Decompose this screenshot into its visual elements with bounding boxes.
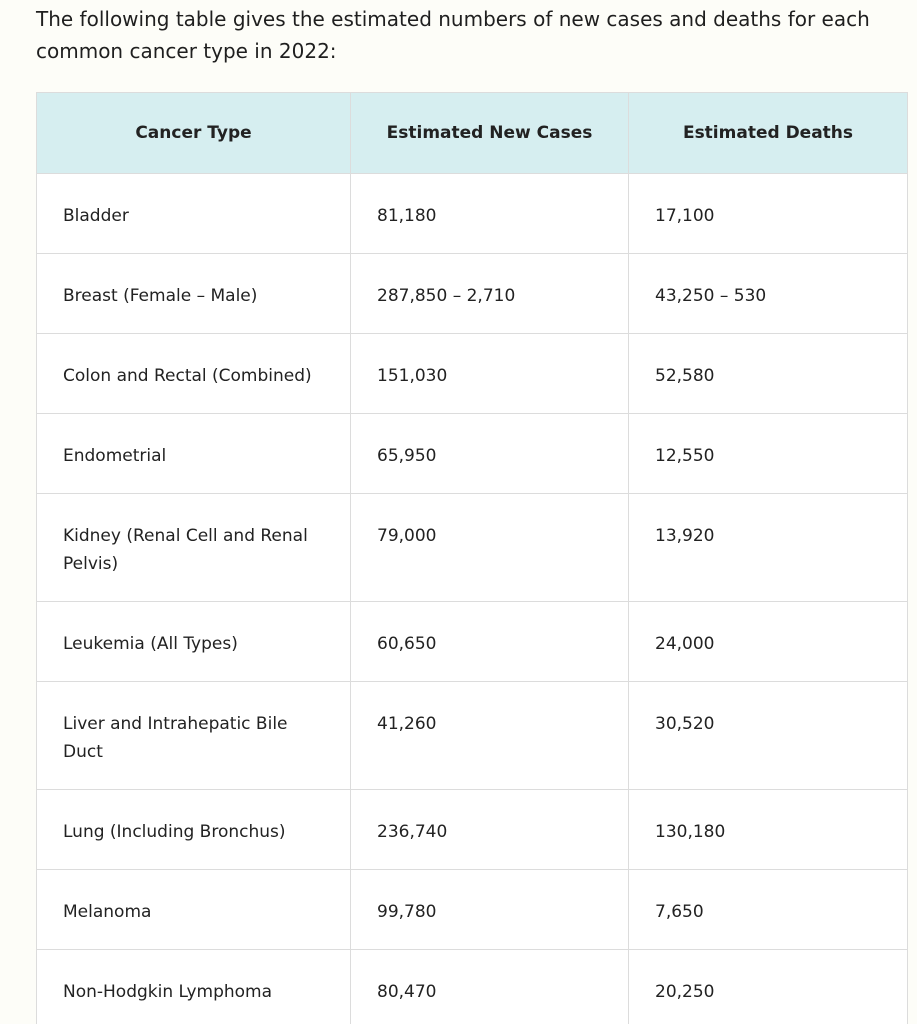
cell-deaths: 7,650 [629,870,908,950]
cell-cancer-type: Liver and Intrahepatic Bile Duct [37,682,351,790]
cell-new-cases: 81,180 [351,174,629,254]
cell-new-cases: 236,740 [351,790,629,870]
table-row [37,414,908,494]
cell-new-cases: 79,000 [351,494,629,602]
cell-deaths: 30,520 [629,682,908,790]
cell-cancer-type: Non-Hodgkin Lymphoma [37,950,351,1024]
cell-cancer-type: Endometrial [37,414,351,494]
cell-cancer-type: Colon and Rectal (Combined) [37,334,351,414]
table-row [37,790,908,870]
table-header-row [37,93,908,174]
header-estimated-deaths: Estimated Deaths [629,93,908,174]
table-row [37,870,908,950]
cell-deaths: 13,920 [629,494,908,602]
cell-deaths: 52,580 [629,334,908,414]
cell-new-cases: 287,850 – 2,710 [351,254,629,334]
table-row [37,682,908,790]
cell-cancer-type: Bladder [37,174,351,254]
cell-new-cases: 60,650 [351,602,629,682]
cell-cancer-type: Kidney (Renal Cell and Renal Pelvis) [37,494,351,602]
cell-deaths: 12,550 [629,414,908,494]
cell-new-cases: 99,780 [351,870,629,950]
header-cancer-type: Cancer Type [37,93,351,174]
table-row [37,494,908,602]
table-row [37,602,908,682]
header-estimated-new-cases: Estimated New Cases [351,93,629,174]
table-row [37,334,908,414]
cell-cancer-type: Melanoma [37,870,351,950]
cell-new-cases: 151,030 [351,334,629,414]
cell-new-cases: 80,470 [351,950,629,1024]
table-row [37,950,908,1024]
cell-deaths: 24,000 [629,602,908,682]
cell-deaths: 17,100 [629,174,908,254]
cell-deaths: 43,250 – 530 [629,254,908,334]
cell-deaths: 130,180 [629,790,908,870]
cell-cancer-type: Leukemia (All Types) [37,602,351,682]
cell-cancer-type: Breast (Female – Male) [37,254,351,334]
table-row [37,174,908,254]
cancer-statistics-table [36,92,908,1024]
intro-paragraph: The following table gives the estimated numbers of new cases and deaths for each common cancer type in 2022: [36,7,870,63]
table-row [37,254,908,334]
cell-deaths: 20,250 [629,950,908,1024]
cell-new-cases: 65,950 [351,414,629,494]
cell-new-cases: 41,260 [351,682,629,790]
cell-cancer-type: Lung (Including Bronchus) [37,790,351,870]
